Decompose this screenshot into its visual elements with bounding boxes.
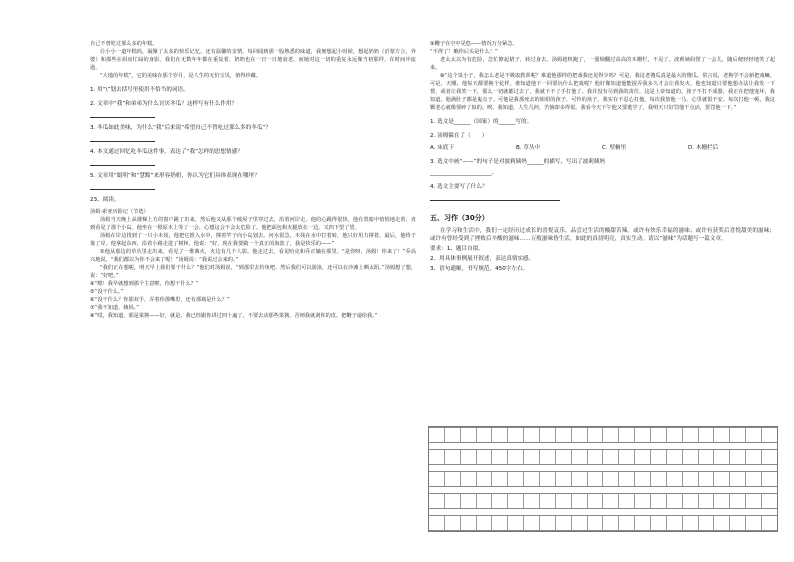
reading-question-2: 2. 汤姆躲在了（ ） [430,133,488,139]
grid-cell[interactable] [667,516,683,530]
grid-cell[interactable] [540,516,556,530]
grid-cell[interactable] [651,494,667,508]
grid-cell[interactable] [477,472,493,486]
passage-paragraph: 老太太以为有危险，急忙撩起裙子，转过身去。汤姆趁机跑了，一溜烟翻过高高的木栅栏，不见了。波莉姨妈愣了一会儿，随后便轻轻地笑了起来。 [430,57,775,71]
question-2: 2. 文章中“我”和弟弟为什么讨厌冬瓜？这样写有什么作用？ [90,101,238,107]
passage-title: 汤姆·索亚历险记（节选） [90,209,149,215]
grid-cell[interactable] [556,428,572,442]
dialogue-line: ⑦“我不知道，姨妈。” [90,305,139,311]
passage-paragraph: ⑨鞭子在空中晃悠——情况万分紧急。 [430,41,518,47]
grid-cell[interactable] [746,472,762,486]
grid-cell[interactable] [524,516,540,530]
grid-cell[interactable] [683,428,699,442]
grid-cell[interactable] [651,472,667,486]
dialogue-line: ④“嗯！我早就想到那个主意啦，你想干什么？” [90,281,199,287]
passage-paragraph: ⑩“这个臭小子，我怎么老是不吸取教训呢？难道他那样的把戏我还见得少吗？可是，我这老傻瓜真是最大的傻瓜。常言说，老狗学不会新把戏嘛。可是，天哪，他每天都要换个花样，谁知道他下一回要玩什么把戏呢？他好像知道他能捉弄我多久才会让我发火，他也知道只要他想办法让我发一下愣，或者让我笑一下，那么一切就都过去了，我就下不了手打他了。我并没有尽到我的责任，这是上帝知道的。孩子不打不成器，我正在把他宠坏，我知道。他满肚子都是鬼点子。可他是我那死去的姐姐的孩子，可怜的孩子，我实在不忍心打他。每次我放他一马，心里就很不安。每次打他一顿，我这颗老心就像要碎了似的。唉，我知道，人生几何，苦恼却多得很。我看今天下午他又要逃学了，我明天只好罚他干点活，惩罚他一下。” [430,73,775,111]
grid-cell[interactable] [492,472,508,486]
grid-cell[interactable] [540,450,556,464]
grid-cell[interactable] [762,494,777,508]
grid-cell[interactable] [461,450,477,464]
grid-cell[interactable] [508,472,524,486]
grid-cell[interactable] [730,516,746,530]
grid-cell[interactable] [603,516,619,530]
grid-cell[interactable] [524,494,540,508]
grid-cell[interactable] [619,428,635,442]
option-d[interactable]: D. 木栅栏后 [688,145,719,151]
grid-cell[interactable] [714,450,730,464]
grid-row [429,515,777,531]
grid-cell[interactable] [603,450,619,464]
grid-cell[interactable] [603,472,619,486]
grid-cell[interactable] [556,472,572,486]
grid-cell[interactable] [699,472,715,486]
grid-cell[interactable] [635,494,651,508]
grid-cell[interactable] [730,494,746,508]
passage-paragraph: 自己不曾吃过那么多的年糕。 [90,41,158,47]
grid-cell[interactable] [603,494,619,508]
grid-cell[interactable] [699,494,715,508]
grid-cell[interactable] [635,450,651,464]
grid-cell[interactable] [588,516,604,530]
grid-cell[interactable] [762,450,777,464]
section-23-heading: 23、阅读。 [90,197,120,203]
grid-cell[interactable] [667,428,683,442]
composition-prompt: 在学习和生活中，我们一定经历过成长的喜悦哀乐，品尝过生活的酸甜苦辣。或许有快乐幸福的滋味；或许有获奖后喜悦甜美的滋味；或许有曾经受到了挫败后辛酸的滋味……万般滋味皆生活，如此的真切明亮，真实生动。请以“滋味”为话题写一篇文章。 [430,228,775,242]
composition-heading: 五、习作（30分） [430,214,489,222]
grid-cell[interactable] [651,450,667,464]
dialogue-line: ⑧“哎，我知道，那是果酱——好，就是。我已经跟你讲过四十遍了，不要去动那些果酱，否则我就剥你的皮。把鞭子递给我。” [90,313,378,319]
grid-cell[interactable] [714,494,730,508]
grid-cell[interactable] [683,516,699,530]
right-column [430,40,775,273]
grid-cell[interactable] [445,494,461,508]
grid-cell[interactable] [572,472,588,486]
answer-line[interactable] [90,141,155,142]
grid-cell[interactable] [635,428,651,442]
grid-cell[interactable] [492,494,508,508]
grid-cell[interactable] [461,428,477,442]
dialogue-line: ⑤“没干什么。” [90,289,124,295]
passage-paragraph: “我们正在想呢，明天早上我们要干什么？”他们对汤姆说，“到那里去钓鱼吧，然后我们可以游泳，还可以在沙滩上晒太阳。”汤姆想了想，说：“好吧。” [90,265,416,279]
grid-cell[interactable] [524,450,540,464]
grid-cell[interactable] [667,494,683,508]
grid-cell[interactable] [556,494,572,508]
left-column [90,40,416,320]
grid-cell[interactable] [540,428,556,442]
grid-cell[interactable] [461,516,477,530]
option-a[interactable]: A. 床底下 [430,145,455,151]
grid-cell[interactable] [588,494,604,508]
passage-paragraph: “大地的年糕”，它的美味在那个岁月，是人生的无价宝贝，值得珍藏。 [100,73,262,79]
grid-cell[interactable] [508,494,524,508]
answer-line[interactable] [90,189,155,190]
grid-cell[interactable] [619,494,635,508]
grid-cell[interactable] [445,472,461,486]
grid-cell[interactable] [524,428,540,442]
grid-cell[interactable] [588,428,604,442]
grid-cell[interactable] [556,450,572,464]
grid-cell[interactable] [746,494,762,508]
requirement-2: 2、用具体事例展开叙述，表达真情实感。 [430,256,535,262]
grid-cell[interactable] [429,450,445,464]
grid-cell[interactable] [540,494,556,508]
dialogue-line: ⑥“没干什么？你那双手，弄着你那嘴里，还有那瓶是什么？” [90,297,230,303]
grid-cell[interactable] [508,428,524,442]
grid-cell[interactable] [540,472,556,486]
grid-cell[interactable] [699,450,715,464]
grid-cell[interactable] [477,516,493,530]
grid-cell[interactable] [746,516,762,530]
passage-paragraph: ⑫小小一道年糕吗，凝聚了太多的快乐记忆。还有温馨的亲情。每回闻到那一股熟悉的味道，我便想起小时候，想起奶奶（沂蒙方言，外婆）和那些在厨房忙碌的身影。我们在无数年年都在重复着，奶奶也在一日一日地衰老，而她对这一切的重复永远像当初那样，在时间中流逝。 [90,49,416,71]
grid-cell[interactable] [635,472,651,486]
grid-cell[interactable] [492,428,508,442]
grid-cell[interactable] [445,516,461,530]
reading-question-1: 1. 选文是______（国家）的______写的。 [430,119,533,125]
grid-cell[interactable] [588,472,604,486]
grid-cell[interactable] [619,472,635,486]
option-b[interactable]: B. 草丛中 [516,145,541,151]
grid-cell[interactable] [429,516,445,530]
option-c[interactable]: C. 壁橱里 [602,145,627,151]
grid-cell[interactable] [762,516,777,530]
grid-row [429,449,777,465]
grid-cell[interactable] [572,516,588,530]
grid-cell[interactable] [699,516,715,530]
grid-cell[interactable] [508,450,524,464]
question-1: 1. 用“\”划去括号里使用不恰当的词语。 [90,87,189,93]
grid-cell[interactable] [762,472,777,486]
grid-cell[interactable] [477,494,493,508]
reading-question-4: 4. 选文主要写了什么？ [430,184,488,190]
grid-row [429,471,777,487]
question-5: 5. 文章用“聪明”和“慧黠”来形容奶奶，你认为它们具体表现在哪里？ [90,173,260,179]
requirement-1: 要求：1、题目自拟。 [430,246,484,252]
grid-cell[interactable] [572,450,588,464]
grid-cell[interactable] [762,428,777,442]
grid-cell[interactable] [429,428,445,442]
grid-cell[interactable] [683,472,699,486]
grid-cell[interactable] [683,494,699,508]
grid-cell[interactable] [492,450,508,464]
grid-cell[interactable] [492,516,508,530]
grid-cell[interactable] [572,494,588,508]
grid-cell[interactable] [445,450,461,464]
composition-grid[interactable] [428,426,778,532]
grid-cell[interactable] [445,428,461,442]
reading-question-3: 3. 选文中画“——”的句子是对波莉姨妈______的描写，写出了波莉姨妈 [430,159,606,165]
grid-cell[interactable] [524,472,540,486]
grid-cell[interactable] [619,450,635,464]
grid-cell[interactable] [730,450,746,464]
grid-cell[interactable] [683,450,699,464]
grid-cell[interactable] [572,428,588,442]
grid-cell[interactable] [508,516,524,530]
grid-cell[interactable] [746,450,762,464]
grid-cell[interactable] [429,472,445,486]
grid-cell[interactable] [714,516,730,530]
reading-question-3-blank[interactable]: ______________________。 [430,170,498,176]
question-3: 3. 冬瓜如此美味，为什么“我”后来说“希望自己不曾吃过那么多的冬瓜”？ [90,125,271,131]
passage-paragraph: 汤姆当天晚上从楼梯上方的窗户跳了出来，然后他又从那个破屋子里穿过去，沿着河岸走。他的心跳得很快，他在黑暗中悄悄地走着，直到看见了那个小岛。他坐在一根原木上等了一会，心想这会不会太危险了。他把面包和火腿放在一边，又四下望了望。 [90,217,416,231]
grid-row [429,427,777,443]
grid-cell[interactable] [603,428,619,442]
grid-cell[interactable] [730,428,746,442]
grid-cell[interactable] [714,428,730,442]
answer-line[interactable] [90,165,155,166]
passage-paragraph: “不得了！瞧你后头是什么！” [430,49,498,55]
grid-row [429,493,777,509]
grid-cell[interactable] [556,516,572,530]
grid-cell[interactable] [667,472,683,486]
grid-cell[interactable] [588,450,604,464]
grid-cell[interactable] [746,428,762,442]
requirement-3: 3、语句通顺，书写规范，450字左右。 [430,266,529,272]
grid-cell[interactable] [714,472,730,486]
grid-cell[interactable] [429,494,445,508]
question-4: 4. 本文通过回忆吃冬瓜这件事，表达了“我”怎样的思想情感？ [90,149,243,155]
grid-cell[interactable] [461,494,477,508]
grid-cell[interactable] [461,472,477,486]
grid-cell[interactable] [730,472,746,486]
grid-cell[interactable] [477,450,493,464]
grid-cell[interactable] [667,450,683,464]
grid-cell[interactable] [651,516,667,530]
grid-cell[interactable] [635,516,651,530]
answer-line[interactable] [430,200,560,201]
choice-options [430,144,775,152]
passage-paragraph: ⑤他从那边的草丛里走出来，看见了一堆篝火，火边有几个人影。他走过去，看见哈克和乔正躺在那里。“是你呀，汤姆！你来了！”乔高兴地说，“我们都以为你不会来了呢！”汤姆说：“我说过会来的。” [90,249,416,263]
grid-cell[interactable] [699,428,715,442]
grid-cell[interactable] [619,516,635,530]
passage-paragraph: 汤姆在岸边找到了一只小木筏，他把它推入水中，撑着竿子向小岛划去。河水很急，木筏在水中打着转，他只好用力撑着。最后，他终于靠了岸。他拿起东西，沿着小路走进了树林，他说：“好，现在我要做一个真正的海盗了，我是快乐的——” [90,233,416,247]
grid-cell[interactable] [477,428,493,442]
grid-cell[interactable] [651,428,667,442]
answer-line[interactable] [90,117,155,118]
